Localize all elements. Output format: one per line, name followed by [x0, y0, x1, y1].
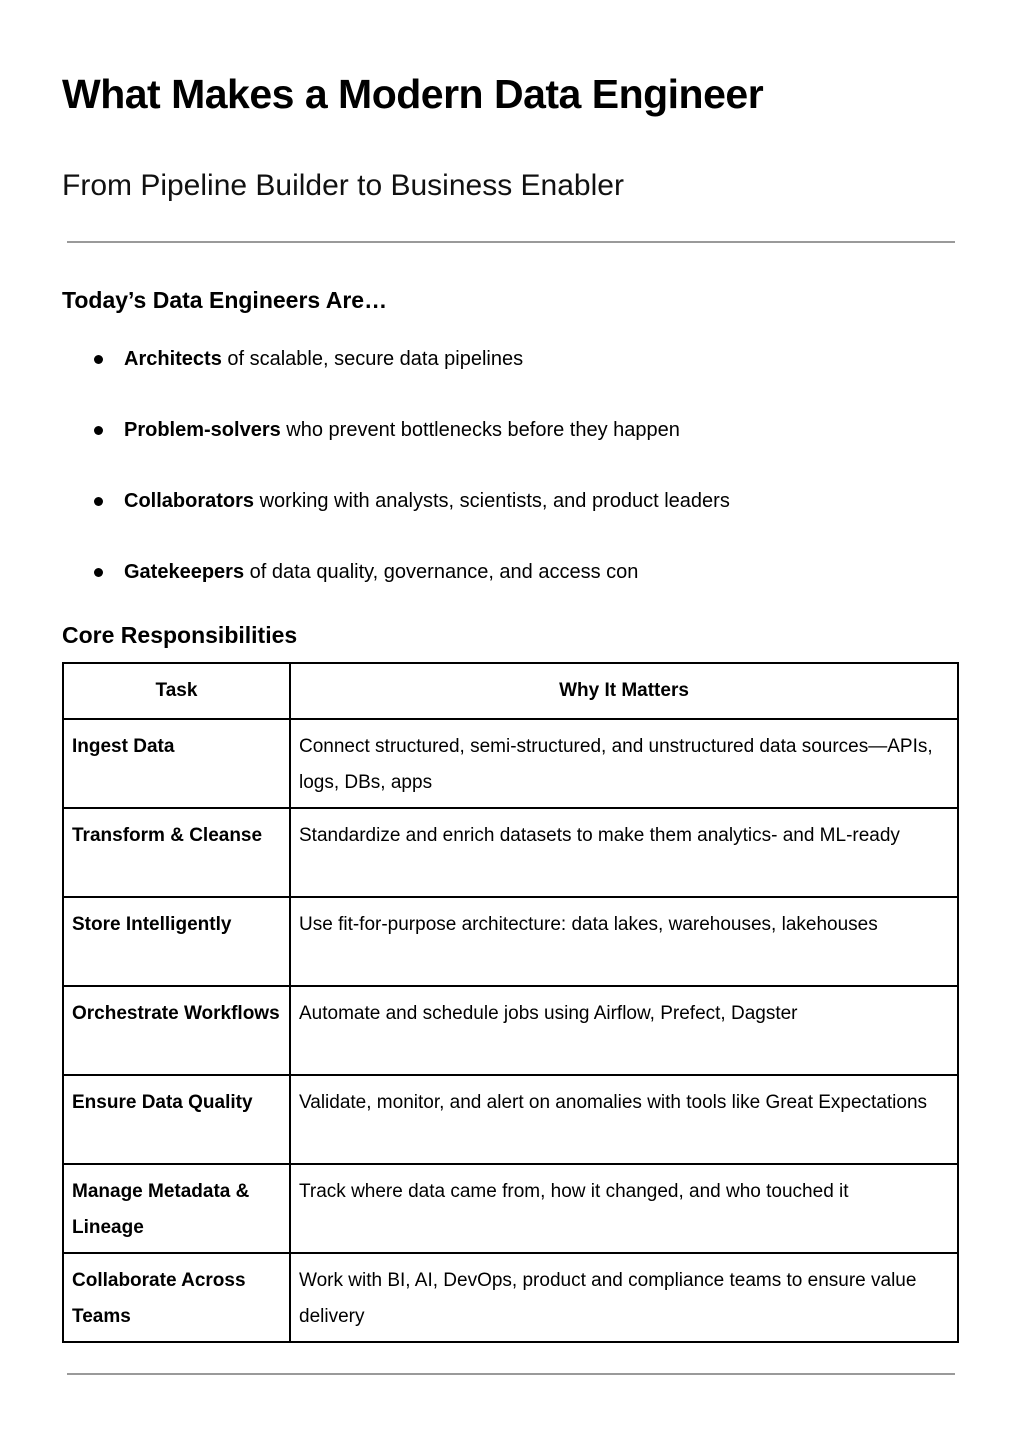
- list-item-text: [124, 415, 680, 445]
- column-header-why: Why It Matters: [290, 663, 958, 719]
- list-item-term: Gatekeepers: [124, 561, 245, 583]
- table-row: [63, 719, 958, 808]
- table-header-row: [63, 663, 958, 719]
- list-item-term: Collaborators: [124, 490, 255, 512]
- why-cell: Work with BI, AI, DevOps, product and compliance teams to ensure value delivery: [290, 1253, 958, 1342]
- table-row: [63, 1164, 958, 1253]
- task-cell: Store Intelligently: [63, 897, 290, 986]
- task-cell: Collaborate Across Teams: [63, 1253, 290, 1342]
- bullet-icon: [94, 568, 103, 577]
- why-cell: Track where data came from, how it changed, and who touched it: [290, 1164, 958, 1253]
- bullet-icon: [94, 355, 103, 364]
- list-item-description: of data quality, governance, and access con: [244, 561, 639, 583]
- table-row: [63, 986, 958, 1075]
- list-item-text: [124, 486, 730, 516]
- column-header-task: Task: [63, 663, 290, 719]
- responsibilities-table: [62, 662, 959, 1343]
- table-row: [63, 1075, 958, 1164]
- list-item-term: Problem-solvers: [124, 419, 281, 441]
- list-item-description: who prevent bottlenecks before they happen: [280, 419, 680, 441]
- bottom-divider: [67, 1373, 955, 1375]
- task-cell: Orchestrate Workflows: [63, 986, 290, 1075]
- list-item: [94, 557, 954, 587]
- bullet-icon: [94, 497, 103, 506]
- task-cell: Ensure Data Quality: [63, 1075, 290, 1164]
- list-item-text: [124, 344, 523, 374]
- list-item: [94, 344, 954, 374]
- why-cell: Validate, monitor, and alert on anomalies with tools like Great Expectations: [290, 1075, 958, 1164]
- list-item-description: working with analysts, scientists, and product leaders: [254, 490, 730, 512]
- list-item: [94, 486, 954, 516]
- top-divider: [67, 241, 955, 243]
- task-cell: Ingest Data: [63, 719, 290, 808]
- page-title: What Makes a Modern Data Engineer: [62, 71, 764, 117]
- list-item-term: Architects: [124, 348, 222, 370]
- page-subtitle: From Pipeline Builder to Business Enabler: [62, 169, 624, 202]
- why-cell: Connect structured, semi-structured, and unstructured data sources—APIs, logs, DBs, apps: [290, 719, 958, 808]
- roles-heading: Today’s Data Engineers Are…: [62, 287, 388, 313]
- list-item-description: of scalable, secure data pipelines: [221, 348, 524, 370]
- bullet-icon: [94, 426, 103, 435]
- why-cell: Automate and schedule jobs using Airflow, Prefect, Dagster: [290, 986, 958, 1075]
- why-cell: Use fit-for-purpose architecture: data lakes, warehouses, lakehouses: [290, 897, 958, 986]
- task-cell: Manage Metadata & Lineage: [63, 1164, 290, 1253]
- responsibilities-heading: Core Responsibilities: [62, 622, 298, 648]
- table-row: [63, 808, 958, 897]
- list-item-text: [124, 557, 638, 587]
- task-cell: Transform & Cleanse: [63, 808, 290, 897]
- list-item: [94, 415, 954, 445]
- why-cell: Standardize and enrich datasets to make them analytics- and ML-ready: [290, 808, 958, 897]
- table-row: [63, 1253, 958, 1342]
- table-row: [63, 897, 958, 986]
